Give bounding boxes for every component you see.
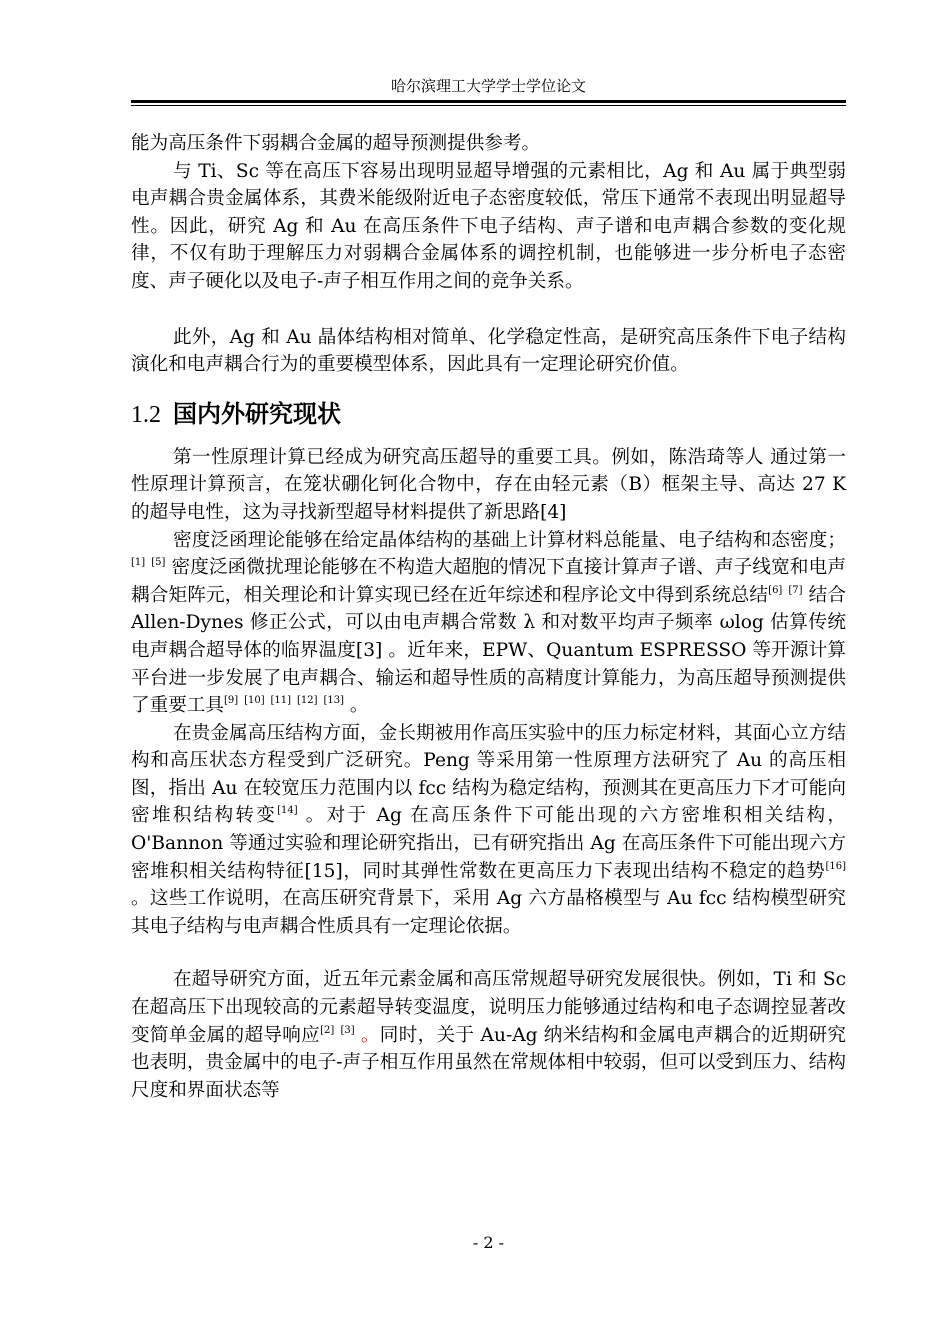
section-title: 国内外研究现状 xyxy=(173,399,341,428)
paragraph-first-principles: 第一性原理计算已经成为研究高压超导的重要工具。例如，陈浩琦等人 通过第一性原理计算预言，在笼状硼化钶化合物中，存在由轻元素（B）框架主导、高达 27 K 的超导电性，这为寻找新型超导材料提供了新思路[4] xyxy=(131,446,846,523)
section-heading xyxy=(131,397,846,432)
paragraph-noble-metal-structure: 在贵金属高压结构方面，金长期被用作高压实验中的压力标定材料，其面心立方结构和高压状态方程受到广泛研究。Peng 等采用第一性原理方法研究了 Au 的高压相图，指出 Au 在较宽压力范围内以 fcc 结构为稳定结构，预测其在更高压力下才可能向密堆积结构转变[14] 。对于 Ag 在高压条件下可能出现的六方密堆积相关结构，O'Bannon 等通过实验和理论研究指出，已有研究指出 Ag 在高压条件下可能出现六方密堆积相关结构特征[15]，同时其弹性常数在更高压力下表现出结构不稳定的趋势[16] 。这些工作说明，在高压研究背景下，采用 Ag 六方晶格模型与 Au fcc 结构模型研究其电子结构与电声耦合性质具有一定理论依据。 xyxy=(131,722,846,937)
citation: [1] xyxy=(131,557,146,569)
citation: [9] xyxy=(223,695,239,707)
paragraph-ag-au-comparison: 与 Ti、Sc 等在高压下容易出现明显超导增强的元素相比，Ag 和 Au 属于典型弱电声耦合贵金属体系，其费米能级附近电子态密度较低，常压下通常不表现出明显超导性。因此，研究 Ag 和 Au 在高压条件下电子结构、声子谱和电声耦合参数的变化规律，不仅有助于理解压力对弱耦合金属体系的调控机制，也能够进一步分析电子态密度、声子硬化以及电子-声子相互作用之间的竞争关系。 xyxy=(131,160,846,292)
paragraph-model-system: 此外，Ag 和 Au 晶体结构相对简单、化学稳定性高，是研究高压条件下电子结构演化和电声耦合行为的重要模型体系，因此具有一定理论研究价值。 xyxy=(131,326,846,376)
header-rule-thin xyxy=(131,105,846,106)
paragraph-dft: 密度泛函理论能够在给定晶体结构的基础上计算材料总能量、电子结构和态密度；[1] [5] 密度泛函微扰理论能够在不构造大超胞的情况下直接计算声子谱、声子线宽和电声耦合矩阵元，相关理论和计算实现已经在近年综述和程序论文中得到系统总结[6] [7] 结合 Allen-Dynes 修正公式，可以由电声耦合常数 λ 和对数平均声子频率 ωlog 估算传统电声耦合超导体的临界温度[3] 。近年来，EPW、Quantum ESPRESSO 等开源计算平台进一步发展了电声耦合、输运和超导性质的高精度计算能力，为高压超导预测提供了重要工具[9] [10] [11] [12] [13] 。 xyxy=(131,529,846,717)
citation: [10] xyxy=(244,695,265,707)
page-body xyxy=(131,130,846,1104)
citation: [13] xyxy=(323,695,344,707)
citation: [7] xyxy=(788,584,803,596)
citation: [2] xyxy=(320,1024,335,1036)
paragraph-spacer xyxy=(131,940,846,966)
citation: [11] xyxy=(270,695,292,707)
paragraph-continuation: 能为高压条件下弱耦合金属的超导预测提供参考。 xyxy=(131,133,541,154)
citation: [3] xyxy=(340,1024,355,1036)
header-rule-thick xyxy=(131,100,846,103)
page-number: - 2 - xyxy=(472,1233,505,1252)
citation: [5] xyxy=(151,557,166,569)
page-header: 哈尔滨理工大学学士学位论文 xyxy=(390,77,586,95)
citation: [12] xyxy=(296,695,318,707)
paragraph-superconductivity: 在超导研究方面，近五年元素金属和高压常规超导研究发展很快。例如，Ti 和 Sc 在超高压下出现较高的元素超导转变温度，说明压力能够通过结构和电子态调控显著改变简单金属的超导响应[2] [3] 。同时，关于 Au-Ag 纳米结构和金属电声耦合的近期研究也表明，贵金属中的电子-声子相互作用虽然在常规体相中较弱，但可以受到压力、结构尺度和界面状态等 xyxy=(131,969,846,1101)
citation: [6] xyxy=(768,584,783,596)
citation: [16] xyxy=(825,860,846,872)
paragraph-spacer xyxy=(131,296,846,324)
citation: [14] xyxy=(277,805,298,817)
section-number: 1.2 xyxy=(131,401,161,428)
